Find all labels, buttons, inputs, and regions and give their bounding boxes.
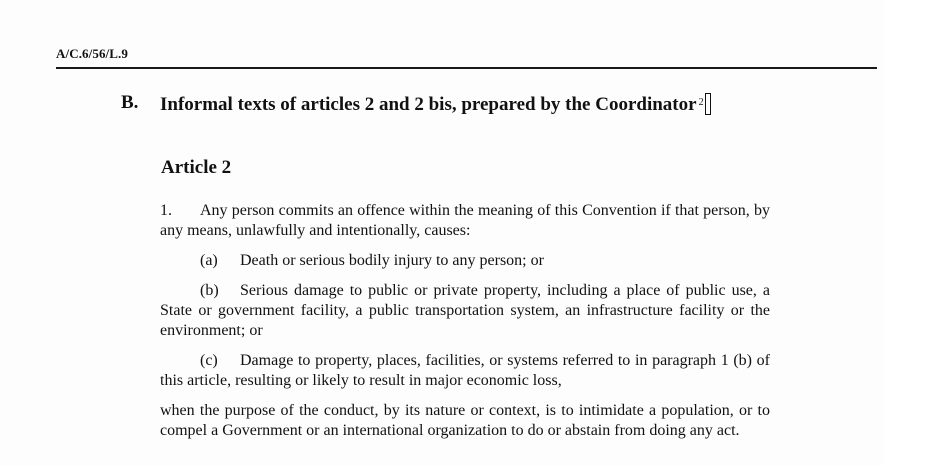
item-label: (b) bbox=[200, 282, 219, 299]
item-text: Serious damage to public or private property, including a place of public use, a State or government facility, a public transportation system, an infrastructure facility or the environment; or bbox=[160, 282, 770, 339]
document-symbol: A/C.6/56/L.9 bbox=[56, 46, 128, 61]
paragraph-text: Any person commits an offence within the meaning of this Convention if that person, by any means, unlawfully and intentionally, causes: bbox=[160, 202, 770, 239]
item-a bbox=[160, 251, 770, 271]
closing-paragraph: when the purpose of the conduct, by its nature or context, is to intimidate a population, or to compel a Government or an international organization to do or abstain from doing any act. bbox=[160, 402, 770, 439]
section-title bbox=[160, 92, 720, 116]
footnote-ref[interactable]: 2 bbox=[698, 97, 704, 108]
item-label: (c) bbox=[200, 352, 218, 369]
item-label: (a) bbox=[200, 252, 218, 269]
paragraph-1 bbox=[160, 201, 770, 241]
section-letter: B. bbox=[121, 92, 139, 113]
item-text: Death or serious bodily injury to any person; or bbox=[240, 252, 544, 269]
header-rule bbox=[56, 67, 877, 69]
item-c bbox=[160, 351, 770, 391]
text-cursor bbox=[705, 93, 711, 115]
section-title-text: Informal texts of articles 2 and 2 bis, prepared by the Coordinator bbox=[160, 94, 697, 115]
item-b bbox=[160, 281, 770, 341]
article-heading: Article 2 bbox=[161, 157, 232, 178]
paragraph-number: 1. bbox=[160, 202, 172, 219]
item-text: Damage to property, places, facilities, or systems referred to in paragraph 1 (b) of this article, resulting or likely to result in major economic loss, bbox=[160, 352, 770, 389]
